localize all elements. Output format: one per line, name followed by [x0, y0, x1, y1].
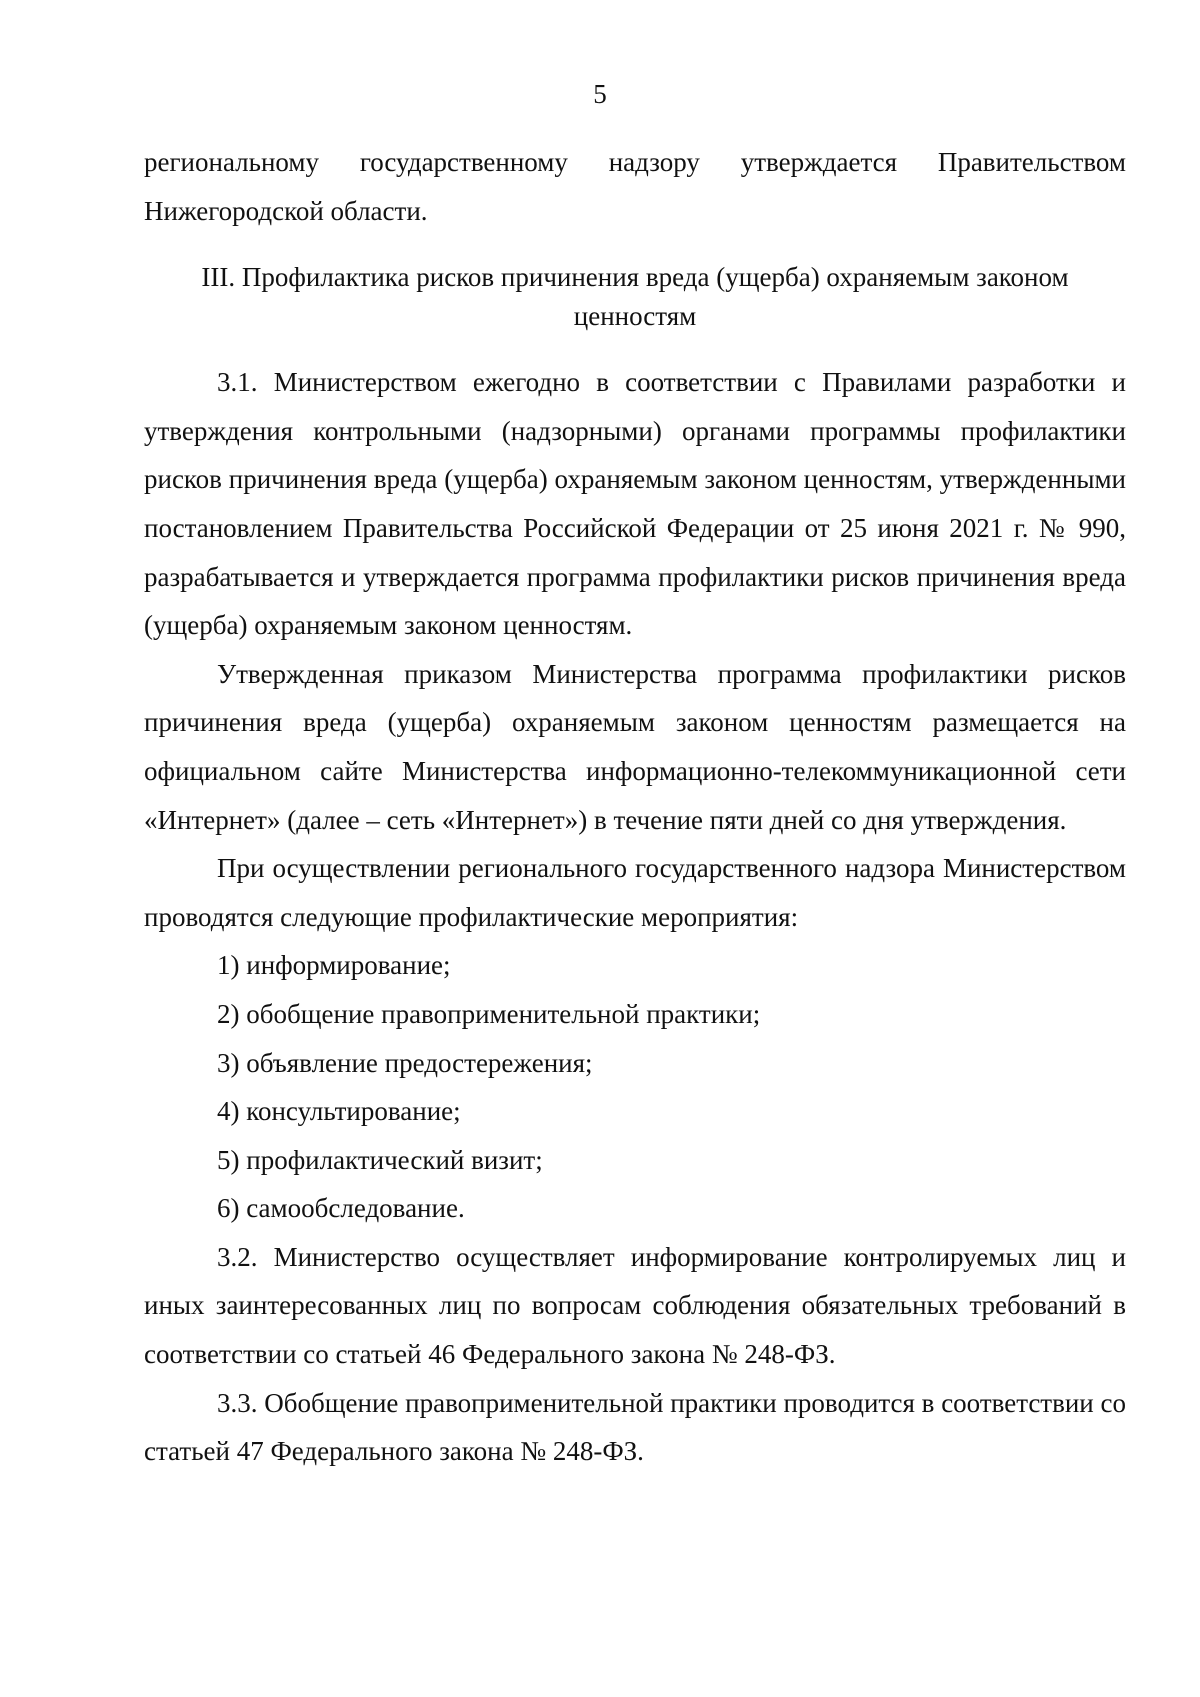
section-heading — [144, 258, 1126, 336]
list-item: 1) информирование; — [217, 950, 451, 981]
paragraph-3-1: 3.1. Министерством ежегодно в соответствии с Правилами разработки и утверждения контрольными (надзорными) органами программы профилактики рисков причинения вреда (ущерба) охраняемым законом ценностям, утвержденными постановлением Правительства Российской Федерации от 25 июня 2021 г. № 990, разрабатывается и утверждается программа профилактики рисков причинения вреда (ущерба) охраняемым законом ценностям. — [144, 367, 1126, 641]
paragraph-3-3: 3.3. Обобщение правоприменительной практики проводится в соответствии со статьей 47 Федерального закона № 248-ФЗ. — [144, 1387, 1126, 1467]
measures-list — [144, 941, 1126, 1233]
document-body — [144, 138, 1126, 1476]
list-item: 4) консультирование; — [217, 1096, 461, 1127]
page-number: 5 — [593, 79, 607, 109]
list-item: 6) самообследование. — [217, 1193, 465, 1224]
list-item: 5) профилактический визит; — [217, 1144, 543, 1175]
section-heading-line-2: ценностям — [573, 301, 697, 332]
section-heading-line-1: III. Профилактика рисков причинения вреда (ущерба) охраняемым законом — [201, 262, 1069, 293]
list-item: 3) объявление предостережения; — [217, 1047, 593, 1078]
list-item: 2) обобщение правоприменительной практики; — [217, 998, 761, 1029]
continuation-paragraph: региональному государственному надзору утверждается Правительством Нижегородской области. — [144, 147, 1126, 226]
paragraph-measures-intro: При осуществлении регионального государственного надзора Министерством проводятся следующие профилактические мероприятия: — [144, 853, 1126, 932]
paragraph-3-2: 3.2. Министерство осуществляет информирование контролируемых лиц и иных заинтересованных лиц по вопросам соблюдения обязательных требований в соответствии со статьей 46 Федерального закона № 248-ФЗ. — [144, 1241, 1126, 1370]
paragraph-program-publication: Утвержденная приказом Министерства программа профилактики рисков причинения вреда (ущерба) охраняемым законом ценностям размещается на официальном сайте Министерства информационно-телекоммуникационной сети «Интернет» (далее – сеть «Интернет») в течение пяти дней со дня утверждения. — [144, 658, 1126, 835]
